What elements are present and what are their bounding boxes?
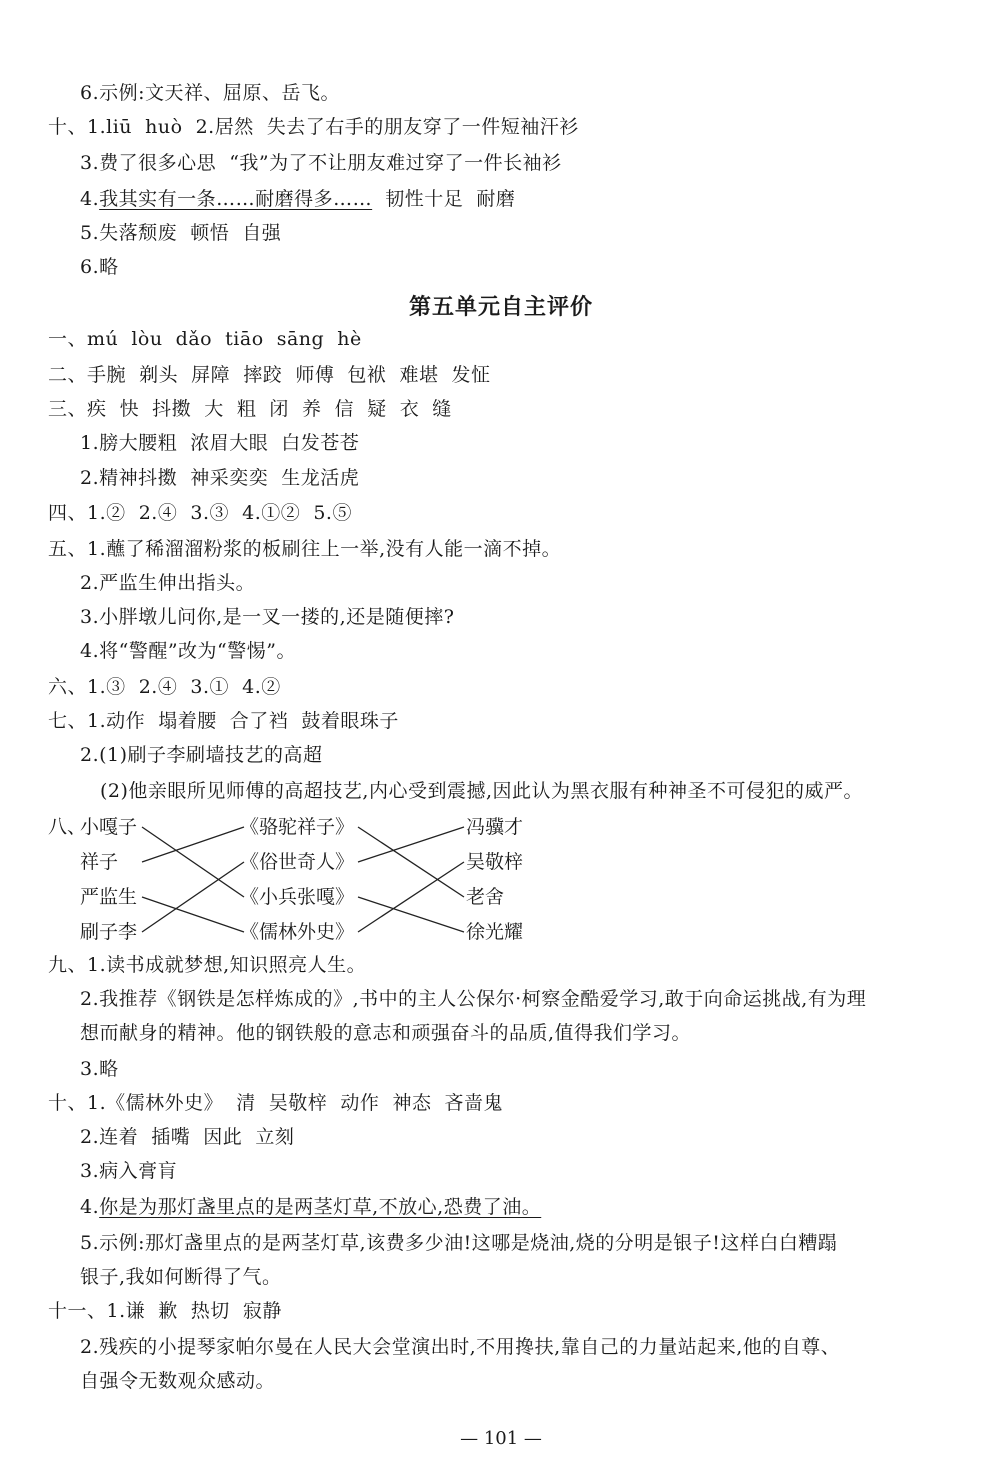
answer-line: 2.残疾的小提琴家帕尔曼在人民大会堂演出时,不用搀扶,靠自己的力量站起来,他的自尊、 [80,1336,841,1358]
match-line-book-author [358,862,464,932]
underlined-quote: 你是为那灯盏里点的是两茎灯草,不放心,恐费了油。 [99,1196,542,1218]
answer-line: 五、1.蘸了稀溜溜粉浆的板刷往上一举,没有人能一滴不掉。 [48,538,562,560]
match-line-book-author [358,827,464,862]
answer-line: 想而献身的精神。他的钢铁般的意志和顽强奋斗的品质,值得我们学习。 [80,1022,692,1044]
answer-line: 3.病入膏肓 [80,1160,178,1182]
answer-line: 自强令无数观众感动。 [80,1370,276,1392]
match-line-character-book [142,827,244,897]
answer-line: 六、1.③ 2.④ 3.① 4.② [48,676,281,698]
answer-line: 2.精神抖擞 神采奕奕 生龙活虎 [80,467,360,489]
answer-line [80,186,515,212]
underlined-quote: 我其实有一条……耐磨得多…… [99,188,373,210]
answer-line: 3.费了很多心思 “我”为了不让朋友难过穿了一件长袖衫 [80,152,562,174]
item-number: 4. [80,188,100,210]
section-title: 第五单元自主评价 [408,295,593,320]
match-line-character-book [142,862,244,932]
answer-line: 6.示例:文天祥、屈原、岳飞。 [80,82,341,104]
match-prefix: 八、 [48,816,87,838]
match-book: 《骆驼祥子》 [240,816,355,838]
match-character: 祥子 [80,851,119,873]
answer-line: 3.略 [80,1058,119,1080]
answer-line [80,1194,541,1220]
answer-line: 十、1.liū huò 2.居然 失去了右手的朋友穿了一件短袖汗衫 [48,116,579,138]
match-author: 吴敬梓 [466,851,524,873]
matching-exercise [0,806,1002,956]
answer-line: 6.略 [80,256,119,278]
answer-line: 1.膀大腰粗 浓眉大眼 白发苍苍 [80,432,360,454]
answer-line: 5.示例:那灯盏里点的是两茎灯草,该费多少油!这哪是烧油,烧的分明是银子!这样白白糟蹋 [80,1232,838,1254]
match-book: 《儒林外史》 [240,921,355,943]
match-book: 《小兵张嘎》 [240,886,355,908]
match-line-character-book [142,897,244,932]
answer-line: 4.将“警醒”改为“警惕”。 [80,640,296,662]
answer-line: 银子,我如何断得了气。 [80,1266,282,1288]
answer-line: 3.小胖墩儿问你,是一叉一搂的,还是随便摔? [80,606,455,628]
answer-line: 2.我推荐《钢铁是怎样炼成的》,书中的主人公保尔·柯察金酷爱学习,敢于向命运挑战,有为理 [80,988,867,1010]
answer-line: 5.失落颓废 顿悟 自强 [80,222,282,244]
answer-line: 一、mú lòu dǎo tiāo sāng hè [48,328,362,350]
match-book: 《俗世奇人》 [240,851,355,873]
item-number: 4. [80,1196,100,1218]
answer-line: 二、手腕 剃头 屏障 摔跤 师傅 包袱 难堪 发怔 [48,364,491,386]
match-author: 冯骥才 [466,816,524,838]
match-character: 严监生 [80,886,138,908]
answer-line: 2.(1)刷子李刷墙技艺的高超 [80,744,323,766]
match-character: 小嘎子 [80,816,138,838]
answer-line: 九、1.读书成就梦想,知识照亮人生。 [48,954,367,976]
answer-line: 十、1.《儒林外史》 清 吴敬梓 动作 神态 吝啬鬼 [48,1092,504,1114]
answer-line: 四、1.② 2.④ 3.③ 4.①② 5.⑤ [48,502,352,524]
answer-line: (2)他亲眼所见师傅的高超技艺,内心受到震撼,因此认为黑衣服有种神圣不可侵犯的威严。 [100,780,863,802]
answer-line: 三、疾 快 抖擞 大 粗 闭 养 信 疑 衣 缝 [48,398,452,420]
match-line-book-author [358,827,464,897]
answer-line: 2.连着 插嘴 因此 立刻 [80,1126,295,1148]
match-author: 徐光耀 [466,921,524,943]
answer-text: 韧性十足 耐磨 [372,188,516,210]
match-character: 刷子李 [80,921,138,943]
match-line-book-author [358,897,464,932]
match-line-character-book [142,827,244,862]
page-number: — 101 — [460,1428,542,1449]
match-author: 老舍 [466,886,505,908]
answer-line: 2.严监生伸出指头。 [80,572,256,594]
answer-line: 七、1.动作 塌着腰 合了裆 鼓着眼珠子 [48,710,399,732]
answer-line: 十一、1.谦 歉 热切 寂静 [48,1300,282,1322]
